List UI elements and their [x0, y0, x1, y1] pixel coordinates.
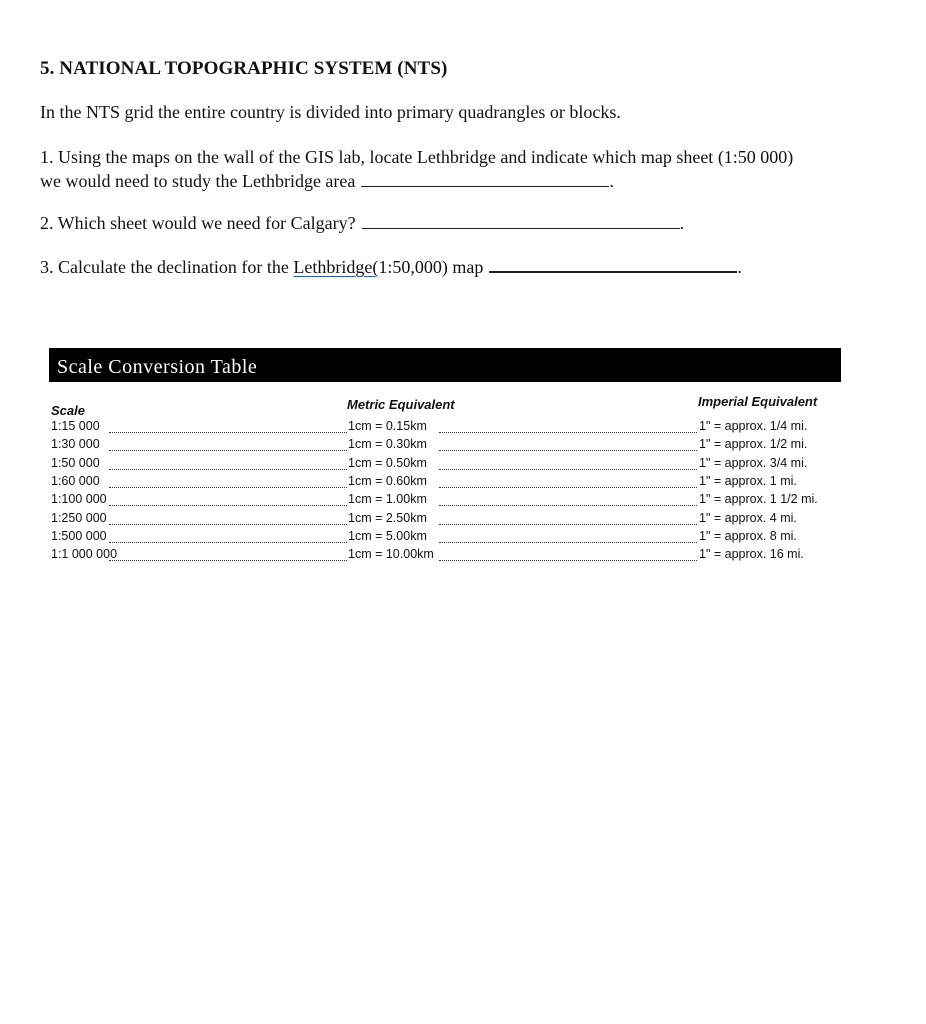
- dot-leader: [439, 448, 697, 451]
- table-row: [51, 437, 841, 455]
- table-row: [51, 419, 841, 437]
- scale-cell: 1:30 000: [51, 437, 100, 452]
- dot-leader: [439, 558, 697, 561]
- answer-blank-1[interactable]: [361, 169, 609, 187]
- dot-leader: [109, 467, 347, 470]
- dot-leader: [439, 540, 697, 543]
- dot-leader: [109, 503, 347, 506]
- imperial-cell: 1" = approx. 1 mi.: [699, 473, 797, 488]
- metric-cell: 1cm = 0.50km: [348, 455, 427, 470]
- answer-3-period: .: [737, 257, 742, 277]
- metric-cell: 1cm = 1.00km: [348, 492, 427, 507]
- scale-cell: 1:500 000: [51, 528, 107, 543]
- lethbridge-link[interactable]: Lethbridge(: [293, 257, 379, 277]
- dot-leader: [109, 540, 347, 543]
- dot-leader: [439, 430, 697, 433]
- dot-leader: [109, 485, 347, 488]
- question-2: [40, 211, 684, 235]
- dot-leader: [439, 522, 697, 525]
- table-row: [51, 547, 841, 565]
- scale-table-header-bar: [49, 348, 841, 382]
- imperial-cell: 1" = approx. 4 mi.: [699, 510, 797, 525]
- dot-leader: [109, 558, 347, 561]
- answer-blank-3[interactable]: [489, 254, 737, 273]
- section-title: 5. NATIONAL TOPOGRAPHIC SYSTEM (NTS): [40, 58, 448, 79]
- dot-leader: [109, 430, 347, 433]
- dot-leader: [439, 503, 697, 506]
- intro-text: In the NTS grid the entire country is divided into primary quadrangles or blocks.: [40, 102, 621, 122]
- table-row: [51, 511, 841, 529]
- metric-cell: 1cm = 0.30km: [348, 437, 427, 452]
- answer-1-period: .: [609, 171, 614, 191]
- table-row: [51, 474, 841, 492]
- imperial-cell: 1" = approx. 8 mi.: [699, 528, 797, 543]
- scale-cell: 1:50 000: [51, 455, 100, 470]
- answer-2-period: .: [679, 213, 685, 233]
- imperial-cell: 1" = approx. 1 1/2 mi.: [699, 492, 818, 507]
- imperial-cell: 1" = approx. 3/4 mi.: [699, 455, 808, 470]
- table-row: [51, 492, 841, 510]
- metric-cell: 1cm = 0.60km: [348, 473, 427, 488]
- column-header-imperial: Imperial Equivalent: [698, 394, 818, 409]
- question-3-suffix: 1:50,000) map: [378, 257, 484, 277]
- imperial-cell: 1" = approx. 16 mi.: [699, 547, 804, 562]
- scale-table-title: Scale Conversion Table: [57, 356, 258, 378]
- metric-cell: 1cm = 10.00km: [348, 547, 434, 562]
- scale-cell: 1:100 000: [51, 492, 107, 507]
- dot-leader: [109, 448, 347, 451]
- scale-cell: 1:60 000: [51, 473, 100, 488]
- answer-blank-2[interactable]: [362, 211, 680, 229]
- question-1-line-1: 1. Using the maps on the wall of the GIS lab, locate Lethbridge and indicate which map sheet (1:50 000): [40, 147, 794, 167]
- scale-cell: 1:15 000: [51, 419, 100, 433]
- scale-cell: 1:1 000 000: [51, 547, 118, 562]
- imperial-cell: 1" = approx. 1/2 mi.: [699, 437, 808, 452]
- question-1-line-2: [40, 169, 614, 193]
- table-row: [51, 456, 841, 474]
- dot-leader: [439, 485, 697, 488]
- column-header-metric: Metric Equivalent: [347, 397, 455, 412]
- table-row: [51, 529, 841, 547]
- question-3-prefix: 3. Calculate the declination for the: [40, 257, 294, 277]
- imperial-cell: 1" = approx. 1/4 mi.: [699, 419, 808, 433]
- metric-cell: 1cm = 0.15km: [348, 419, 427, 433]
- dot-leader: [109, 522, 347, 525]
- metric-cell: 1cm = 2.50km: [348, 510, 427, 525]
- scale-cell: 1:250 000: [51, 510, 107, 525]
- question-1-text: we would need to study the Lethbridge area: [40, 171, 356, 191]
- metric-cell: 1cm = 5.00km: [348, 528, 427, 543]
- column-header-scale: Scale: [51, 403, 85, 418]
- question-3: [40, 254, 742, 279]
- question-2-text: 2. Which sheet would we need for Calgary?: [40, 213, 356, 233]
- dot-leader: [439, 467, 697, 470]
